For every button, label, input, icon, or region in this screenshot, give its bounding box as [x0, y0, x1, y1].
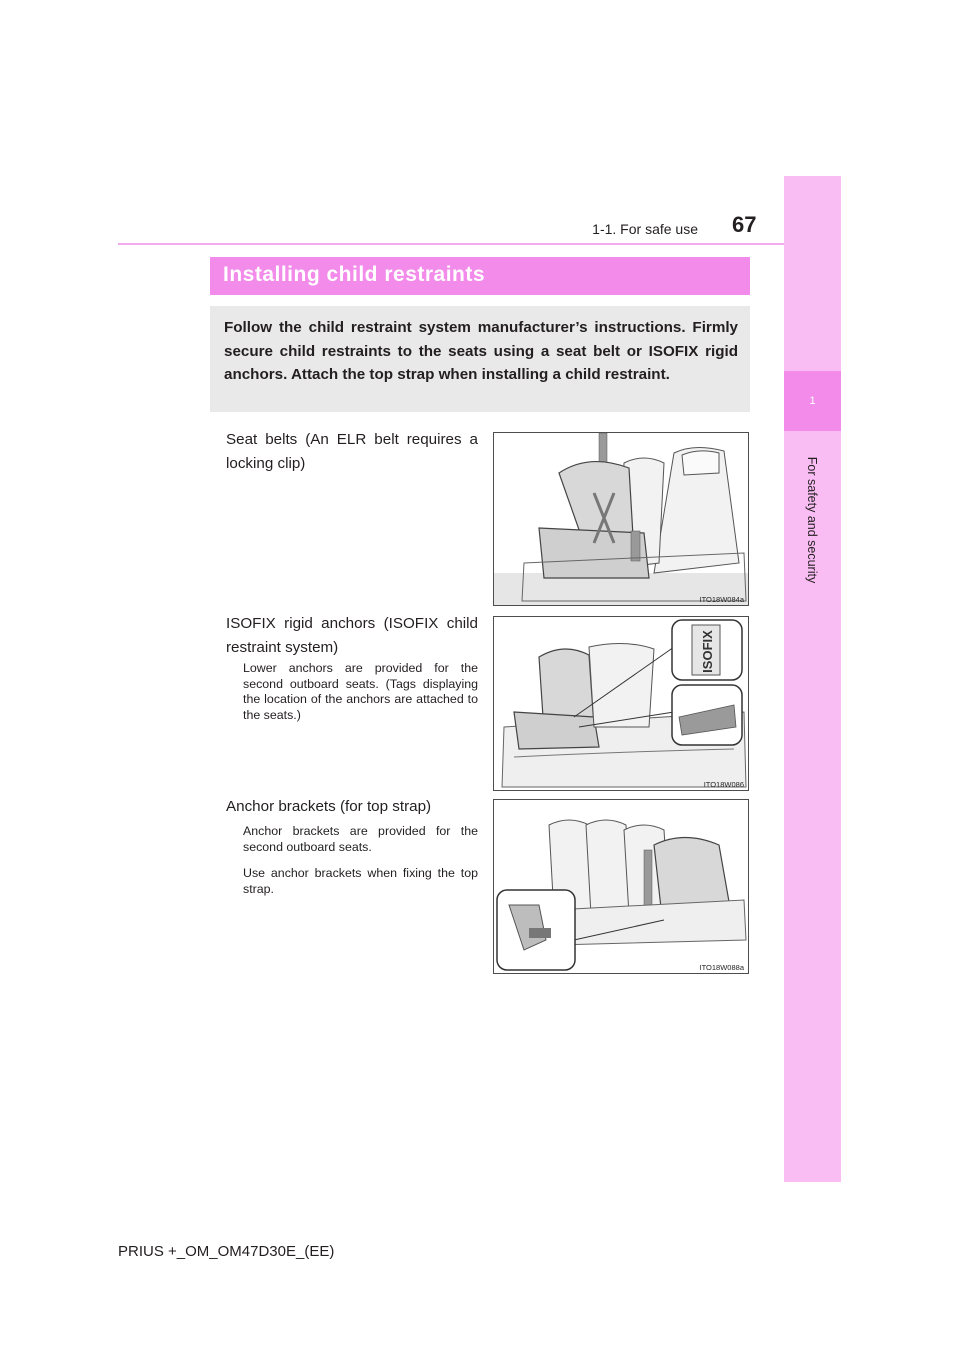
figure-caption: ITO18W086	[703, 780, 744, 789]
chapter-number: 1	[809, 395, 816, 407]
section-title: Installing child restraints	[223, 263, 486, 286]
figure-caption: ITO18W084a	[699, 595, 744, 604]
seat-belt-child-seat-figure	[493, 432, 749, 606]
intro-text: Follow the child restraint system manufacturer’s instructions. Firmly secure child restraints to the seats using a seat belt or ISOFIX rigid anchors. Attach the top strap when installing a child restraint.	[224, 319, 738, 383]
page-number: 67	[732, 212, 757, 237]
chapter-title: For safety and security	[805, 456, 819, 584]
item-isofix-title: ISOFIX rigid anchors (ISOFIX child restraint system)	[226, 615, 478, 656]
isofix-tag-label: ISOFIX	[699, 629, 715, 673]
item-isofix-description: Lower anchors are provided for the second outboard seats. (Tags displaying the location of the anchors are attached to the seats.)	[243, 661, 478, 722]
chapter-side-tab	[784, 176, 841, 1182]
chapter-number-tab	[784, 371, 841, 431]
section-header: 1-1. For safe use	[592, 221, 698, 237]
anchor-brackets-figure	[493, 799, 749, 974]
isofix-tag	[699, 629, 715, 673]
item-anchor-brackets-description-2: Use anchor brackets when fixing the top strap.	[243, 866, 478, 896]
intro-box	[210, 306, 750, 412]
isofix-anchors-figure	[493, 616, 749, 791]
figure-caption: ITO18W088a	[699, 963, 744, 972]
child-seat-belt-illustration	[494, 433, 749, 606]
item-anchor-brackets-title: Anchor brackets (for top strap)	[226, 798, 432, 815]
section-title-bar	[210, 257, 750, 295]
anchor-brackets-illustration	[494, 800, 749, 974]
header-divider	[118, 243, 784, 245]
item-anchor-brackets-description-1: Anchor brackets are provided for the second outboard seats.	[243, 824, 478, 854]
item-seat-belts-title: Seat belts (An ELR belt requires a locking clip)	[226, 431, 478, 472]
document-footer: PRIUS +_OM_OM47D30E_(EE)	[118, 1243, 335, 1260]
